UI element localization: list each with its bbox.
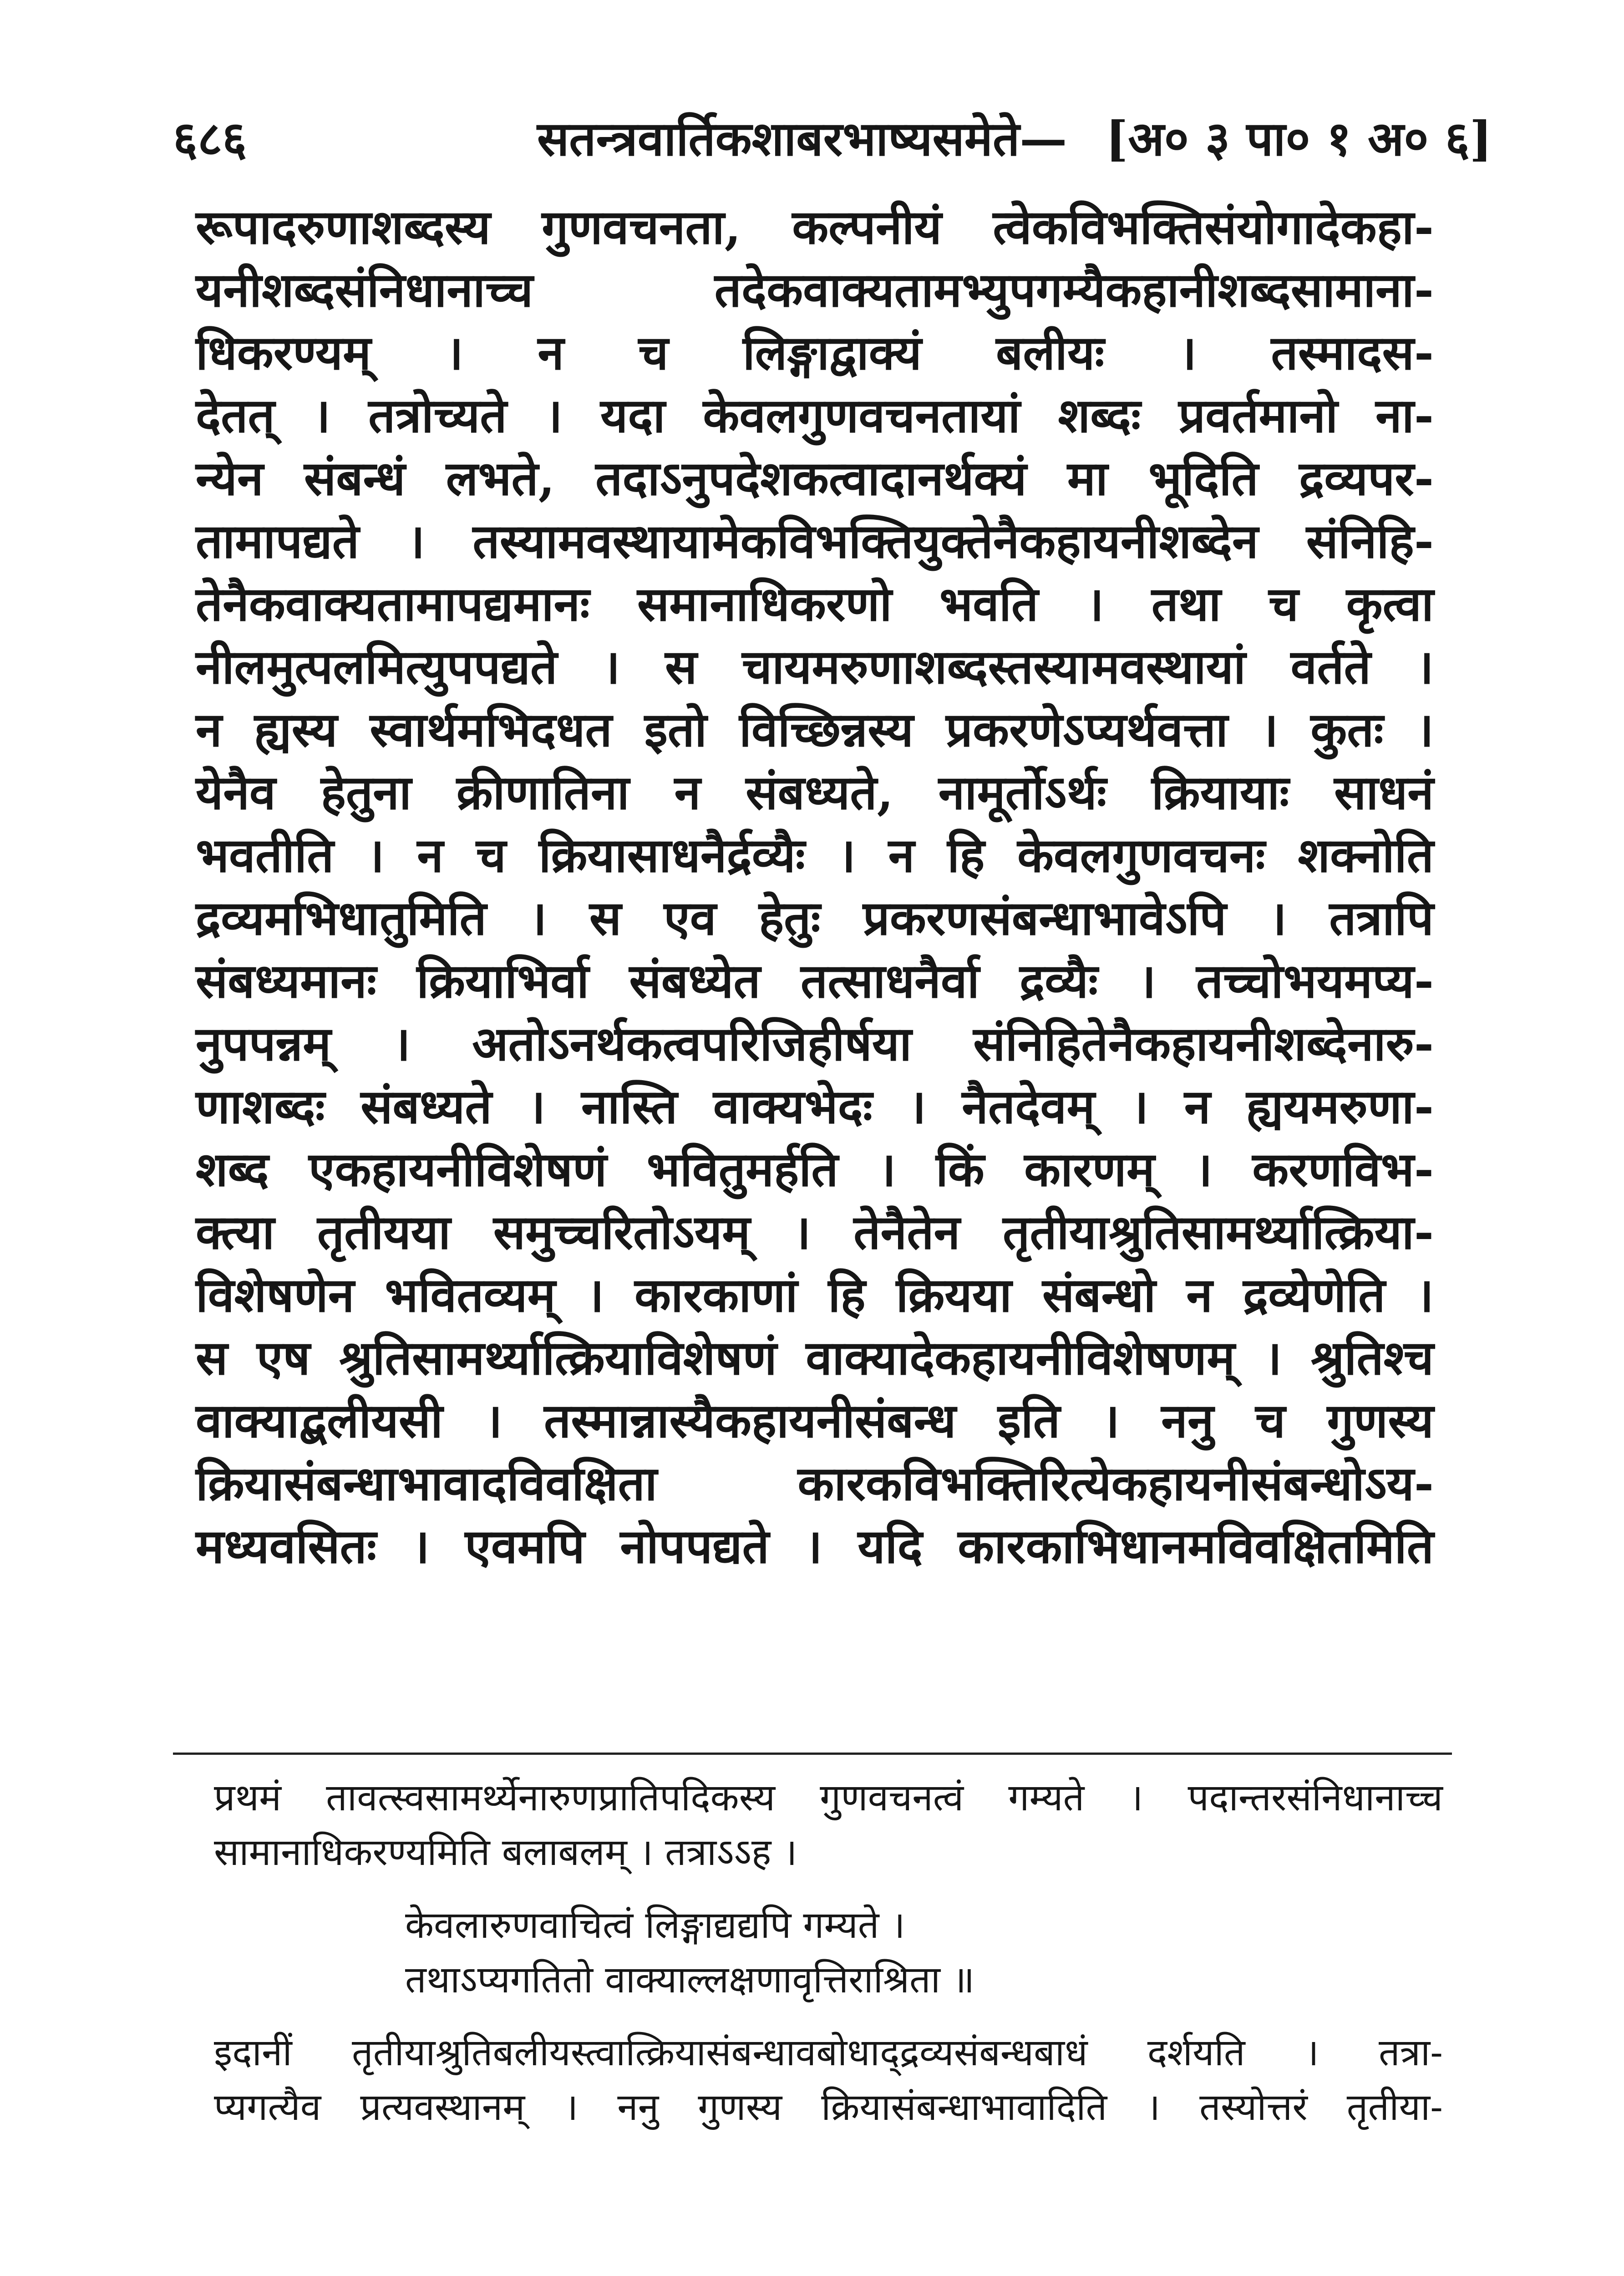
verse: [214, 1898, 1443, 2007]
text-line: भवतीति । न च क्रियासाधनैर्द्रव्यैः । न हि केवलगुणवचनः शक्नोति: [196, 827, 1434, 883]
text-line: वाक्याद्बलीयसी । तस्मान्नास्यैकहायनीसंबन्ध इति । ननु च गुणस्य: [196, 1392, 1434, 1448]
divider: [173, 1753, 1452, 1755]
text-line: क्रियासंबन्धाभावादविवक्षिता कारकविभक्तिरित्येकहायनीसंबन्धोऽय-: [196, 1455, 1434, 1511]
text-line: मध्यवसितः । एवमपि नोपपद्यते । यदि कारकाभिधानमविवक्षितमिति: [196, 1518, 1434, 1574]
running-header: [173, 105, 1492, 173]
verse-line: केवलारुणवाचित्वं लिङ्गाद्यद्यपि गम्यते ।: [405, 1904, 905, 1947]
verse-line: तथाऽप्यगतितो वाक्याल्लक्षणावृत्तिराश्रिता ॥: [405, 1958, 975, 2002]
commentary: [214, 1771, 1443, 2135]
text-line: तामापद्यते । तस्यामवस्थायामेकविभक्तियुक्तेनैकहायनीशब्देन संनिहि-: [196, 513, 1434, 569]
commentary-line: सामानाधिकरण्यमिति बलाबलम् । तत्राऽऽह ।: [214, 1831, 797, 1874]
text-line: द्रव्यमभिधातुमिति । स एव हेतुः प्रकरणसंबन्धाभावेऽपि । तत्रापि: [196, 890, 1434, 946]
text-line: धिकरण्यम् । न च लिङ्गाद्वाक्यं बलीयः । तस्मादस-: [196, 325, 1434, 381]
text-line: रूपादरुणाशब्दस्य गुणवचनता, कल्पनीयं त्वेकविभक्तिसंयोगादेकहा-: [196, 199, 1434, 255]
commentary-line: प्यगत्यैव प्रत्यवस्थानम् । ननु गुणस्य क्रियासंबन्धाभावादिति । तस्योत्तरं तृतीया-: [214, 2086, 1443, 2129]
text-line: नुपपन्नम् । अतोऽनर्थकत्वपरिजिहीर्षया संनिहितेनैकहायनीशब्देनारु-: [196, 1016, 1434, 1072]
text-line: देतत् । तत्रोच्यते । यदा केवलगुणवचनतायां शब्दः प्रवर्तमानो ना-: [196, 387, 1434, 443]
text-line: शब्द एकहायनीविशेषणं भवितुमर्हति । किं कारणम् । करणविभ-: [196, 1141, 1434, 1197]
text-line: न ह्यस्य स्वार्थमभिदधत इतो विच्छिन्नस्य प्रकरणेऽप्यर्थवत्ता । कुतः ।: [196, 701, 1434, 757]
text-line: येनैव हेतुना क्रीणातिना न संबध्यते, नामूर्तोऽर्थः क्रियायाः साधनं: [196, 764, 1434, 820]
text-line: यनीशब्दसंनिधानाच्च तदेकवाक्यतामभ्युपगम्यैकहानीशब्दसामाना-: [196, 262, 1434, 318]
text-line: क्त्या तृतीयया समुच्चरितोऽयम् । तेनैतेन तृतीयाश्रुतिसामर्थ्यात्क्रिया-: [196, 1204, 1434, 1260]
text-line: न्येन संबन्धं लभते, तदाऽनुपदेशकत्वादानर्थक्यं मा भूदिति द्रव्यपर-: [196, 450, 1434, 506]
text-line: विशेषणेन भवितव्यम् । कारकाणां हि क्रियया संबन्धो न द्रव्येणेति ।: [196, 1267, 1434, 1323]
running-title: सतन्त्रवार्तिकशाबरभाष्यसमेते—: [537, 111, 1067, 167]
text-line: णाशब्दः संबध्यते । नास्ति वाक्यभेदः । नैतदेवम् । न ह्ययमरुणा-: [196, 1078, 1434, 1134]
text-line: स एष श्रुतिसामर्थ्यात्क्रियाविशेषणं वाक्यादेकहायनीविशेषणम् । श्रुतिश्च: [196, 1330, 1434, 1386]
main-text: [196, 196, 1434, 1578]
commentary-line: इदानीं तृतीयाश्रुतिबलीयस्त्वात्क्रियासंबन्धावबोधाद्द्रव्यसंबन्धबाधं दर्शयति । तत्रा-: [214, 2031, 1443, 2074]
commentary-line: प्रथमं तावत्स्वसामर्थ्येनारुणप्रातिपदिकस्य गुणवचनत्वं गम्यते । पदान्तरसंनिधानाच्च: [214, 1776, 1443, 1819]
text-line: संबध्यमानः क्रियाभिर्वा संबध्येत तत्साधनैर्वा द्रव्यैः । तच्चोभयमप्य-: [196, 953, 1434, 1009]
text-line: नीलमुत्पलमित्युपपद्यते । स चायमरुणाशब्दस्तस्यामवस्थायां वर्तते ।: [196, 639, 1434, 695]
section-reference: [अ० ३ पा० १ अ० ६]: [1106, 111, 1492, 167]
page-number: ६८६: [173, 111, 247, 167]
text-line: तेनैकवाक्यतामापद्यमानः समानाधिकरणो भवति । तथा च कृत्वा: [196, 576, 1434, 632]
